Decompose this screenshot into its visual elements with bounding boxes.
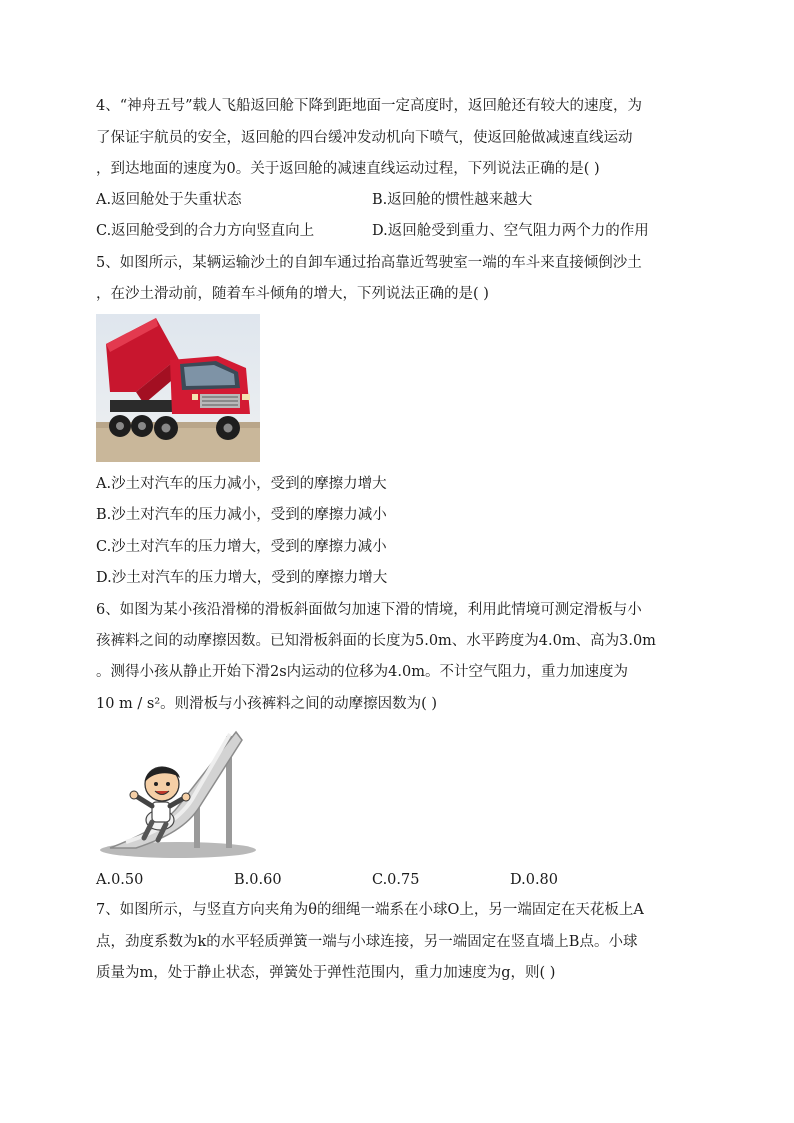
q6-option-a: A.0.50 [96,872,144,888]
q7-stem-line-3: 质量为m，处于静止状态，弹簧处于弹性范围内，重力加速度为g，则( ) [96,965,556,981]
q5-option-a: A.沙土对汽车的压力减小，受到的摩擦力增大 [96,476,387,492]
q6-stem-line-1: 6、如图为某小孩沿滑梯的滑板斜面做匀加速下滑的情境，利用此情境可测定滑板与小 [96,602,642,618]
q4-option-b: B.返回舱的惯性越来越大 [372,192,533,208]
q4-option-d: D.返回舱受到重力、空气阻力两个力的作用 [372,223,649,239]
q4-option-a: A.返回舱处于失重状态 [96,192,242,208]
q5-option-b: B.沙土对汽车的压力减小，受到的摩擦力减小 [96,507,387,523]
q7-stem-line-2: 点，劲度系数为k的水平轻质弹簧一端与小球连接，另一端固定在竖直墙上B点。小球 [96,934,638,950]
q5-stem-line-1: 5、如图所示，某辆运输沙土的自卸车通过抬高靠近驾驶室一端的车斗来直接倾倒沙土 [96,255,642,271]
q6-option-b: B.0.60 [234,872,282,888]
q6-stem-line-2: 孩裤料之间的动摩擦因数。已知滑板斜面的长度为5.0m、水平跨度为4.0m、高为3.0m [96,633,656,649]
q6-option-d: D.0.80 [510,872,559,888]
q6-option-c: C.0.75 [372,872,420,888]
child-on-slide-illustration [96,726,260,858]
dump-truck-photo [96,314,260,462]
q5-option-d: D.沙土对汽车的压力增大，受到的摩擦力增大 [96,570,388,586]
q4-stem-line-3: ，到达地面的速度为0。关于返回舱的减速直线运动过程，下列说法正确的是( ) [96,161,600,177]
q4-stem-line-1: 4、“神舟五号”载人飞船返回舱下降到距地面一定高度时，返回舱还有较大的速度，为 [96,98,643,114]
q4-option-c: C.返回舱受到的合力方向竖直向上 [96,223,315,239]
q7-stem-line-1: 7、如图所示，与竖直方向夹角为θ的细绳一端系在小球O上，另一端固定在天花板上A [96,902,644,918]
q5-option-c: C.沙土对汽车的压力增大，受到的摩擦力减小 [96,539,387,555]
q6-stem-line-3: 。测得小孩从静止开始下滑2s内运动的位移为4.0m。不计空气阻力，重力加速度为 [96,664,628,680]
q4-stem-line-2: 了保证宇航员的安全，返回舱的四台缓冲发动机向下喷气，使返回舱做减速直线运动 [96,130,633,146]
q6-stem-line-4: 10 m / s²。则滑板与小孩裤料之间的动摩擦因数为( ) [96,696,438,712]
q5-stem-line-2: ，在沙土滑动前，随着车斗倾角的增大，下列说法正确的是( ) [96,286,489,302]
